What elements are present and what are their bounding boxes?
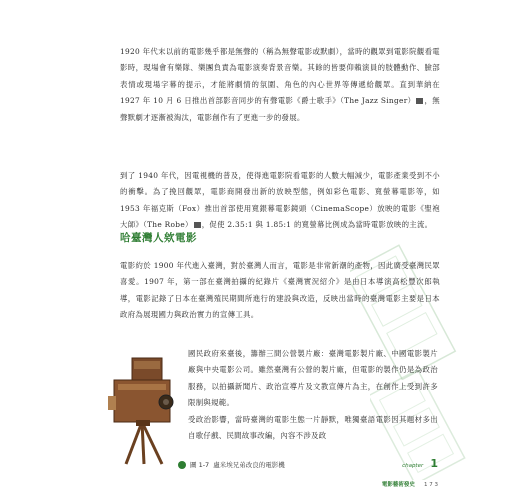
paragraph-text: 1920 年代末以前的電影幾乎都是無聲的（稱為無聲電影或默劇），當時的觀眾到電影院觀看電影時，現場會有樂隊、樂團負責為電影演奏背景音樂。其餘的皆要仰賴演員的肢體動作、臉部表情或現場字幕的提示，才能將劇情的氛圍、角色的內心世界等傳遞給觀眾。直到華納在 1927 年 10 月 6 日推出首部影音同步的有聲電影《爵士歌手》（The Jazz Singer）: [120, 47, 440, 106]
figure-caption-text: 盧米埃兄弟改良的電影機: [213, 461, 285, 469]
chapter-word: chapter: [402, 463, 424, 469]
caption-bullet-icon: [178, 461, 186, 469]
paragraph-taiwanese-films: 受政治影響，當時臺灣的電影生態一片靜默，唯獨臺語電影因其題材多出自歌仔戲、民間故事改編，內容不涉及政: [188, 415, 438, 441]
running-section-title: 電影藝術發史: [381, 482, 415, 488]
paragraph-taiwan-film-intro: 電影約於 1900 年代進入臺灣，對於臺灣人而言，電影是非常新潮的產物，因此廣受臺灣民眾喜愛。1907 年，第一部在臺灣拍攝的紀錄片《臺灣實況紹介》是由日本導演高松豐次郎執導，電影記錄了日本在臺灣殖民期間所進行的建設與改造，反映出當時的臺灣電影主要是日本政府為展現國力與政治實力的宣傳工具。: [120, 261, 440, 320]
page-number: 1 7 3: [424, 482, 438, 488]
note-icon[interactable]: [416, 98, 423, 104]
paragraph-text: 到了 1940 年代，因電視機的普及，使得進電影院看電影的人數大幅減少，電影產業受到不小的衝擊。為了挽回觀眾，電影商開發出新的放映型態，例如彩色電影、寬螢幕電影等，如 1953 年福克斯（Fox）推出首部使用寬銀幕電影鏡頭（CinemaScope）放映的電影《聖袍大師》（The Robe）: [120, 171, 440, 230]
note-icon[interactable]: [194, 222, 201, 228]
section-heading: 哈臺灣人欸電影: [120, 232, 197, 244]
paragraph-widescreen: [120, 168, 440, 234]
paragraph-text-tail: ，無聲默劇才逐漸被淘汰，電影創作有了更進一步的發展。: [120, 96, 440, 122]
figure-label: 圖 1-7: [190, 461, 210, 469]
paragraph-text-tail: ，促使 2.35:1 與 1.85:1 的寬螢幕比例成為當時電影放映的主流。: [201, 220, 433, 230]
figure-caption: [178, 460, 285, 469]
paragraph-state-studios: 國民政府來臺後，籌辦三間公營製片廠：臺灣電影製片廠、中國電影製片廠與中央電影公司。雖然臺灣有公營的製片廠，但電影的製作仍是為政治服務，以拍攝新聞片、政治宣導片及文教宣傳片為主，在創作上受到許多限制與規範。: [188, 349, 438, 408]
film-camera-illustration: [104, 356, 194, 466]
page-folio: [382, 452, 438, 490]
chapter-number: 1: [430, 457, 438, 470]
paragraph-silent-film: [120, 44, 440, 126]
